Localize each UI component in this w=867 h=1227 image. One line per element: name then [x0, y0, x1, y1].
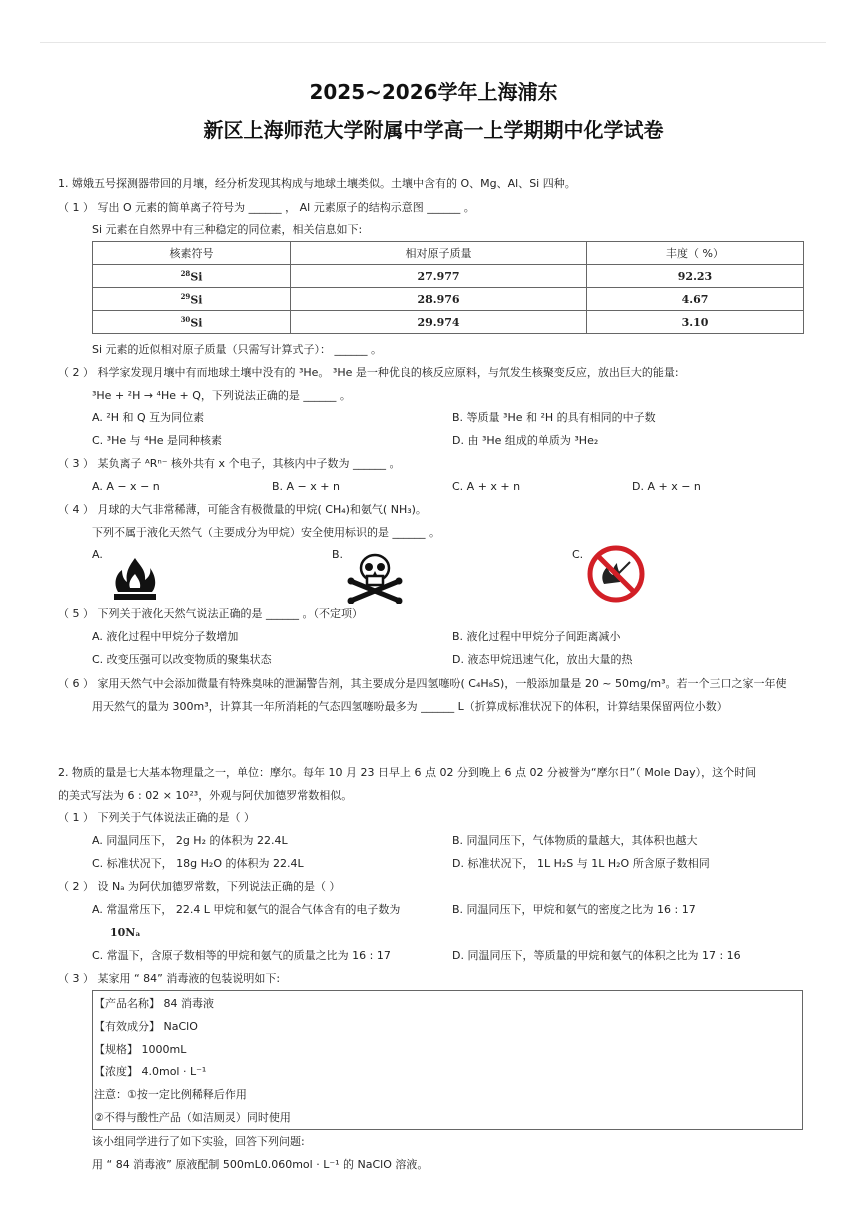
- q2-part1: （ 1 ） 下列关于气体说法正确的是（ ）: [58, 811, 255, 824]
- flame-icon: [110, 556, 160, 602]
- q2-part2-option-d[interactable]: D. 同温同压下，等质量的甲烷和氨气的体积之比为 17 : 16: [452, 949, 741, 962]
- q1-part6: （ 6 ） 家用天然气中会添加微量有特殊臭味的泄漏警告剂，其主要成分是四氢噻吩( C₄H₈S)，一般添加量是 20 ~ 50mg/m³。若一个三口之家一年使: [58, 677, 787, 690]
- nuclide-symbol: $^{29}$Si: [93, 288, 291, 311]
- q1-part5-option-b[interactable]: B. 液化过程中甲烷分子间距离减小: [452, 630, 621, 643]
- q1-part2-option-b[interactable]: B. 等质量 ³He 和 ²H 的具有相同的中子数: [452, 411, 656, 424]
- abundance-value: 4.67: [587, 288, 804, 311]
- header-relative-mass: 相对原子质量: [291, 242, 587, 265]
- q2-part1-option-b[interactable]: B. 同温同压下，气体物质的量越大，其体积也越大: [452, 834, 698, 847]
- q2-part2: （ 2 ） 设 Nₐ 为阿伏加德罗常数，下列说法正确的是（ ）: [58, 880, 341, 893]
- label-product-name: 【产品名称】 84 消毒液: [94, 997, 214, 1010]
- q1-part4-question: 下列不属于液化天然气（主要成分为甲烷）安全使用标识的是 ______ 。: [92, 526, 440, 539]
- exam-title-line2: 新区上海师范大学附属中学高一上学期期中化学试卷: [203, 118, 664, 142]
- q1-part2-option-c[interactable]: C. ³He 与 ⁴He 是同种核素: [92, 434, 223, 447]
- q1-part5: （ 5 ） 下列关于液化天然气说法正确的是 ______ 。（不定项）: [58, 607, 363, 620]
- q1-part3: （ 3 ） 某负离子 ᴬRⁿ⁻ 核外共有 x 个电子，其核内中子数为 ______ 。: [58, 457, 401, 470]
- table-row: [93, 265, 804, 288]
- relative-mass-value: 28.976: [291, 288, 587, 311]
- abundance-value: 92.23: [587, 265, 804, 288]
- q1-part1-isotope-intro: Si 元素在自然界中有三种稳定的同位素，相关信息如下:: [92, 223, 363, 236]
- label-volume: 【规格】 1000mL: [94, 1043, 187, 1056]
- skull-crossbones-icon: [345, 552, 405, 604]
- label-note-1: 注意：①按一定比例稀释后作用: [94, 1088, 247, 1101]
- no-open-flame-icon: [586, 544, 646, 604]
- top-divider: [40, 42, 826, 43]
- q1-part3-option-a[interactable]: A. A − x − n: [92, 480, 160, 493]
- nuclide-symbol: $^{28}$Si: [93, 265, 291, 288]
- q1-part2-reaction: ³He + ²H → ⁴He + Q，下列说法正确的是 ______ 。: [92, 389, 351, 402]
- q1-part6-cont: 用天然气的量为 300m³，计算其一年所消耗的气态四氢噻吩最多为 ______ L（折算成标准状况下的体积，计算结果保留两位小数）: [92, 700, 728, 713]
- q1-part5-option-d[interactable]: D. 液态甲烷迅速气化，放出大量的热: [452, 653, 633, 666]
- q2-intro-cont: 的美式写法为 6 : 02 × 10²³，外观与阿伏加德罗常数相似。: [58, 789, 353, 802]
- q2-part2-option-b[interactable]: B. 同温同压下，甲烷和氨气的密度之比为 16 : 17: [452, 903, 696, 916]
- q2-part1-option-d[interactable]: D. 标准状况下， 1L H₂S 与 1L H₂O 所含原子数相同: [452, 857, 710, 870]
- q2-experiment-intro: 该小组同学进行了如下实验，回答下列问题:: [92, 1135, 305, 1148]
- q1-part3-option-d[interactable]: D. A + x − n: [632, 480, 701, 493]
- label-active-ingredient: 【有效成分】 NaClO: [94, 1020, 198, 1033]
- q1-part5-option-c[interactable]: C. 改变压强可以改变物质的聚集状态: [92, 653, 272, 666]
- q2-part1-option-c[interactable]: C. 标准状况下， 18g H₂O 的体积为 22.4L: [92, 857, 304, 870]
- header-nuclide: 核素符号: [93, 242, 291, 265]
- table-header-row: [93, 242, 804, 265]
- q1-part4: （ 4 ） 月球的大气非常稀薄，可能含有极微量的甲烷( CH₄)和氨气( NH₃)。: [58, 503, 427, 516]
- relative-mass-value: 29.974: [291, 311, 587, 334]
- q2-part3: （ 3 ） 某家用 “ 84” 消毒液的包装说明如下:: [58, 972, 281, 985]
- q1-part4-option-a[interactable]: A.: [92, 548, 103, 561]
- q2-part1-option-a[interactable]: A. 同温同压下， 2g H₂ 的体积为 22.4L: [92, 834, 288, 847]
- q2-part2-option-a[interactable]: A. 常温常压下， 22.4 L 甲烷和氨气的混合气体含有的电子数为: [92, 903, 401, 916]
- q1-part3-option-b[interactable]: B. A − x + n: [272, 480, 340, 493]
- q2-part2-option-a-cont: 10Nₐ: [110, 926, 141, 939]
- q1-part2: （ 2 ） 科学家发现月壤中有而地球土壤中没有的 ³He。 ³He 是一种优良的核反应原料，与氘发生核聚变反应，放出巨大的能量:: [58, 366, 679, 379]
- q1-part2-option-a[interactable]: A. ²H 和 Q 互为同位素: [92, 411, 205, 424]
- abundance-value: 3.10: [587, 311, 804, 334]
- q2-experiment-task: 用 “ 84 消毒液” 原液配制 500mL0.060mol · L⁻¹ 的 NaClO 溶液。: [92, 1158, 429, 1171]
- header-abundance: 丰度（ %）: [587, 242, 804, 265]
- q2-part2-option-c[interactable]: C. 常温下，含原子数相等的甲烷和氨气的质量之比为 16 : 17: [92, 949, 391, 962]
- q1-intro: 1. 嫦娥五号探测器带回的月壤，经分析发现其构成与地球土壤类似。土壤中含有的 O、Mg、Al、Si 四种。: [58, 177, 576, 190]
- q1-part1-atomic-mass: Si 元素的近似相对原子质量（只需写计算式子）： ______ 。: [92, 343, 383, 356]
- table-row: [93, 311, 804, 334]
- label-note-2: ②不得与酸性产品（如洁厕灵）同时使用: [94, 1111, 291, 1124]
- q1-part4-option-c[interactable]: C.: [572, 548, 584, 561]
- label-concentration: 【浓度】 4.0mol · L⁻¹: [94, 1065, 207, 1078]
- q1-part1: （ 1 ） 写出 O 元素的简单离子符号为 ______ ， Al 元素原子的结构示意图 ______ 。: [58, 201, 475, 214]
- exam-title-line1: 2025~2026学年上海浦东: [309, 80, 558, 104]
- nuclide-symbol: $^{30}$Si: [93, 311, 291, 334]
- table-row: [93, 288, 804, 311]
- isotope-table: [92, 241, 804, 334]
- q2-intro: 2. 物质的量是七大基本物理量之一，单位：摩尔。每年 10 月 23 日早上 6 点 02 分到晚上 6 点 02 分被誉为“摩尔日”（ Mole Day），这个时间: [58, 766, 757, 779]
- q1-part4-option-b[interactable]: B.: [332, 548, 344, 561]
- relative-mass-value: 27.977: [291, 265, 587, 288]
- q1-part3-option-c[interactable]: C. A + x + n: [452, 480, 521, 493]
- q1-part2-option-d[interactable]: D. 由 ³He 组成的单质为 ³He₂: [452, 434, 599, 447]
- q1-part5-option-a[interactable]: A. 液化过程中甲烷分子数增加: [92, 630, 239, 643]
